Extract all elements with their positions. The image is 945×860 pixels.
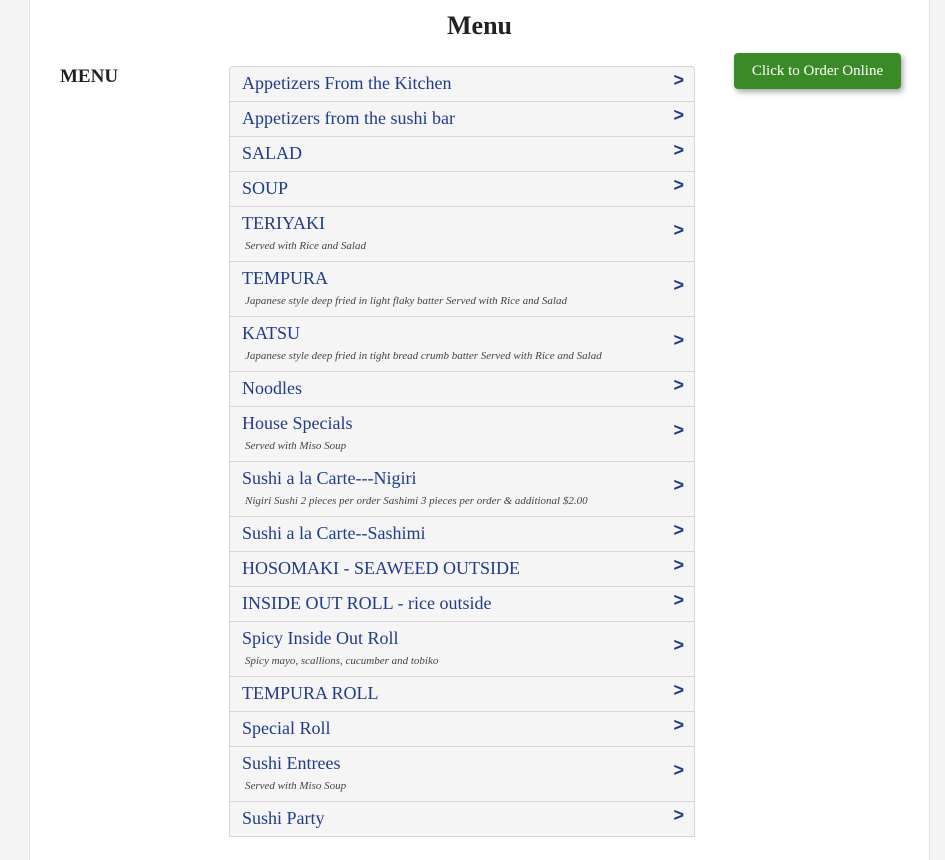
menu-category-name: TERIYAKI xyxy=(242,213,325,233)
menu-category-item[interactable] xyxy=(230,407,694,462)
menu-category-description: Japanese style deep fried in tight bread crumb batter Served with Rice and Salad xyxy=(245,350,602,362)
chevron-right-icon: > xyxy=(673,375,684,395)
menu-category-name: INSIDE OUT ROLL - rice outside xyxy=(242,593,492,613)
menu-category-item[interactable] xyxy=(230,587,694,622)
menu-category-name: TEMPURA xyxy=(242,268,329,288)
chevron-right-icon: > xyxy=(673,760,684,780)
menu-category-item[interactable] xyxy=(230,517,694,552)
menu-category-name: Appetizers from the sushi bar xyxy=(242,108,455,128)
menu-category-item[interactable] xyxy=(230,622,694,677)
sidebar-menu-label: MENU xyxy=(60,66,119,87)
menu-category-item[interactable] xyxy=(230,262,694,317)
menu-category-name: Appetizers From the Kitchen xyxy=(242,73,452,93)
order-online-button[interactable]: Click to Order Online xyxy=(734,53,901,89)
menu-category-item[interactable] xyxy=(230,372,694,407)
menu-category-name: Sushi a la Carte--Sashimi xyxy=(242,523,426,543)
menu-category-item[interactable] xyxy=(230,137,694,172)
menu-category-name: Special Roll xyxy=(242,718,331,738)
chevron-right-icon: > xyxy=(673,635,684,655)
menu-category-item[interactable] xyxy=(230,67,694,102)
menu-category-name: Spicy Inside Out Roll xyxy=(242,628,399,648)
menu-category-item[interactable] xyxy=(230,552,694,587)
menu-category-description: Served with Miso Soup xyxy=(245,780,347,792)
menu-category-item[interactable] xyxy=(230,172,694,207)
menu-category-item[interactable] xyxy=(230,317,694,372)
chevron-right-icon: > xyxy=(673,590,684,610)
page-container xyxy=(29,0,930,860)
menu-category-name: TEMPURA ROLL xyxy=(242,683,379,703)
menu-category-item[interactable] xyxy=(230,677,694,712)
menu-category-name: HOSOMAKI - SEAWEED OUTSIDE xyxy=(242,558,521,578)
menu-category-name: Sushi Party xyxy=(242,808,325,828)
chevron-right-icon: > xyxy=(673,475,684,495)
chevron-right-icon: > xyxy=(673,140,684,160)
menu-category-name: Noodles xyxy=(242,378,302,398)
chevron-right-icon: > xyxy=(673,555,684,575)
menu-category-name: SOUP xyxy=(242,178,289,198)
chevron-right-icon: > xyxy=(673,680,684,700)
chevron-right-icon: > xyxy=(673,70,684,90)
menu-category-item[interactable] xyxy=(230,712,694,747)
menu-category-description: Spicy mayo, scallions, cucumber and tobiko xyxy=(245,655,439,667)
menu-category-description: Nigiri Sushi 2 pieces per order Sashimi 3 pieces per order & additional $2.00 xyxy=(245,495,588,507)
chevron-right-icon: > xyxy=(673,175,684,195)
chevron-right-icon: > xyxy=(673,520,684,540)
chevron-right-icon: > xyxy=(673,420,684,440)
chevron-right-icon: > xyxy=(673,805,684,825)
menu-category-name: Sushi Entrees xyxy=(242,753,341,773)
chevron-right-icon: > xyxy=(673,105,684,125)
menu-category-name: Sushi a la Carte---Nigiri xyxy=(242,468,417,488)
chevron-right-icon: > xyxy=(673,220,684,240)
menu-category-name: House Specials xyxy=(242,413,353,433)
menu-category-item[interactable] xyxy=(230,802,694,837)
chevron-right-icon: > xyxy=(673,275,684,295)
chevron-right-icon: > xyxy=(673,715,684,735)
menu-category-item[interactable] xyxy=(230,462,694,517)
menu-category-item[interactable] xyxy=(230,102,694,137)
menu-category-name: SALAD xyxy=(242,143,303,163)
page-title: Menu xyxy=(447,11,512,40)
menu-category-description: Japanese style deep fried in light flaky batter Served with Rice and Salad xyxy=(245,295,567,307)
menu-category-description: Served with Miso Soup xyxy=(245,440,347,452)
menu-category-item[interactable] xyxy=(230,207,694,262)
menu-category-description: Served with Rice and Salad xyxy=(245,240,366,252)
chevron-right-icon: > xyxy=(673,330,684,350)
menu-category-item[interactable] xyxy=(230,747,694,802)
menu-category-list xyxy=(229,66,695,837)
menu-category-name: KATSU xyxy=(242,323,301,343)
